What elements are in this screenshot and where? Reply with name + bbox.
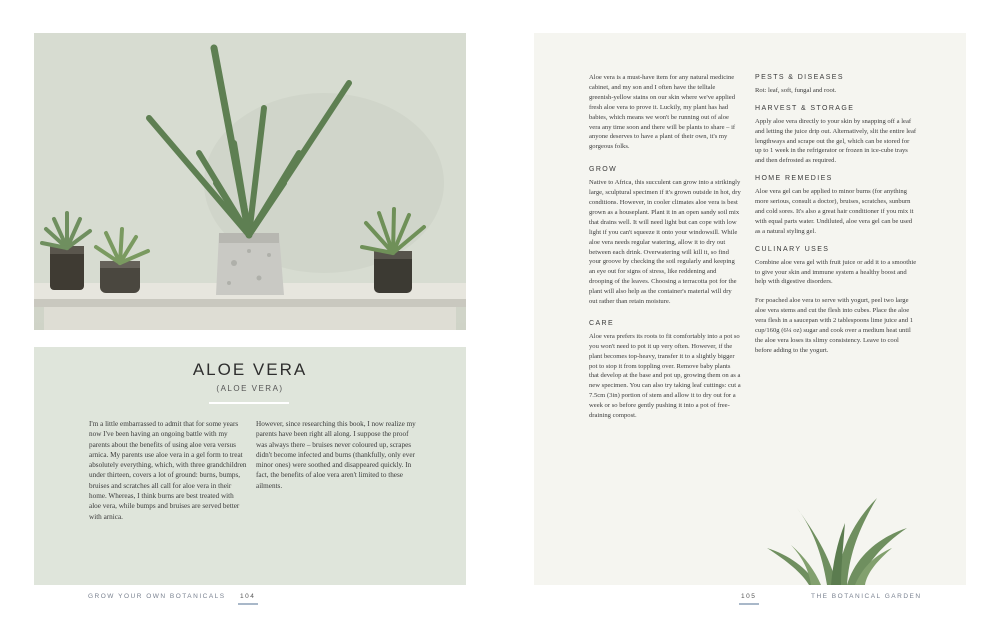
title-divider bbox=[209, 402, 289, 404]
pests-heading: PESTS & DISEASES bbox=[755, 74, 844, 81]
care-heading: CARE bbox=[589, 319, 615, 327]
grow-text: Native to Africa, this succulent can grow into a strikingly large, sculptural specimen if it's grown outside in hot, dry conditions. However, in cooler climates aloe vera is best grown as a houseplant. Plant it in an open sandy soil mix that drains well. It will need light but can cope with low light if you can't squeeze it onto your windowsill. While aloe vera needs regular watering, allow it to dry out between each drink. Overwatering will kill it, so find your groove by checking the soil regularly and keeping an eye out for signs of stress, like reddening and drooping of the leaves. Choosing a terracotta pot for the plant will also help as the container's material will dry out rather than retain moisture. bbox=[589, 179, 741, 306]
pests-text: Rot: leaf, soft, fungal and root. bbox=[755, 86, 837, 94]
right-column-2 bbox=[755, 73, 917, 356]
left-footer-title: GROW YOUR OWN BOTANICALS bbox=[88, 593, 226, 600]
culinary-heading: CULINARY USES bbox=[755, 245, 830, 253]
remedies-heading: HOME REMEDIES bbox=[755, 175, 833, 183]
plant-title: ALOE VERA bbox=[192, 360, 308, 379]
title-panel bbox=[34, 347, 466, 585]
grow-heading: GROW bbox=[589, 166, 618, 174]
harvest-heading: HARVEST & STORAGE bbox=[755, 104, 855, 112]
care-text: Aloe vera prefers its roots to fit comfortably into a pot so you won't need to pot it up very often. However, if the plant becomes top-heavy, transfer it to a slightly bigger pot to stop it from toppling over. Remove baby plants that develop at the base and pot up, growing them on as a new specimen. You can also try taking leaf cuttings: cut a 7.5cm (3in) portion of stem and allow it to dry out for a week or so before gently pushing it into a pot of free-draining compost. bbox=[589, 332, 741, 420]
right-page-number-rule bbox=[739, 603, 759, 605]
right-page bbox=[534, 33, 966, 585]
left-page-number: 104 bbox=[240, 593, 256, 600]
aloe-vera-photo bbox=[34, 33, 466, 330]
culinary-text-1: Combine aloe vera gel with fruit juice or add it to a smoothie to give your skin and immune system a healthy boost and help with digestive disorders. bbox=[755, 258, 917, 286]
right-column-1 bbox=[589, 73, 741, 421]
intro-column-2: However, since researching this book, I now realize my parents have been right all along. I suppose the proof was always there – bruises never coloured up, scrapes didn't become infected and burns (thankfully, only ever minor ones) were soothed and disappeared quickly. In fact, the benefits of aloe vera aren't limited to these ailments. bbox=[256, 420, 416, 490]
plant-latin-name: (ALOE VERA) bbox=[216, 384, 284, 393]
harvest-text: Apply aloe vera directly to your skin by snapping off a leaf and letting the juice drip out. Alternatively, slit the entire leaf lengthways and scrape out the gel, which can be stored for up to 1 week in the refrigerator or frozen in ice-cube trays and then defrosted as required. bbox=[755, 117, 917, 165]
right-intro-text: Aloe vera is a must-have item for any natural medicine cabinet, and my son and I often have the telltale greenish-yellow stains on our skin where we've applied fresh aloe vera to prove it. Luckily, my plant has had babies, which means we won't be running out of aloe vera any time soon and there will be plants to share – if anyone deserves to have a plant of their own, it's my gorgeous folks. bbox=[589, 74, 736, 151]
aloe-leaf-illustration-icon bbox=[767, 493, 917, 585]
left-page-number-rule bbox=[238, 603, 258, 605]
right-page-number: 105 bbox=[741, 593, 757, 600]
aloe-vera-photo-icon bbox=[34, 33, 466, 330]
right-footer-title: THE BOTANICAL GARDEN bbox=[811, 593, 922, 600]
remedies-text: Aloe vera gel can be applied to minor burns (for anything more serious, consult a doctor), bruises, scratches, sunburn and cold sores. It's also a great hair conditioner if you mix it with equal parts water. Undiluted, aloe vera gel can be used as a natural styling gel. bbox=[755, 188, 914, 235]
culinary-text-2: For poached aloe vera to serve with yogurt, peel two large aloe vera stems and cut the flesh into cubes. Place the aloe vera flesh in a saucepan with 2 tablespoons lime juice and 1 cup/160g (6¼ oz) sugar and cook over a medium heat until the aloe vera loses its slimy consistency. Leave to cool before adding to the yogurt. bbox=[755, 297, 914, 354]
intro-column-1: I'm a little embarrassed to admit that for some years now I've been having an ongoing battle with my parents about the benefits of using aloe vera versus arnica. My parents use aloe vera in a gel form to treat absolutely everything, which, with three grandchildren under thirteen, covers a lot of ground: burns, bumps, bruises and scratches all call for aloe vera in their home. Whereas, I think burns are best treated with aloe vera, while bumps and bruises are served better with arnica. bbox=[89, 420, 247, 521]
